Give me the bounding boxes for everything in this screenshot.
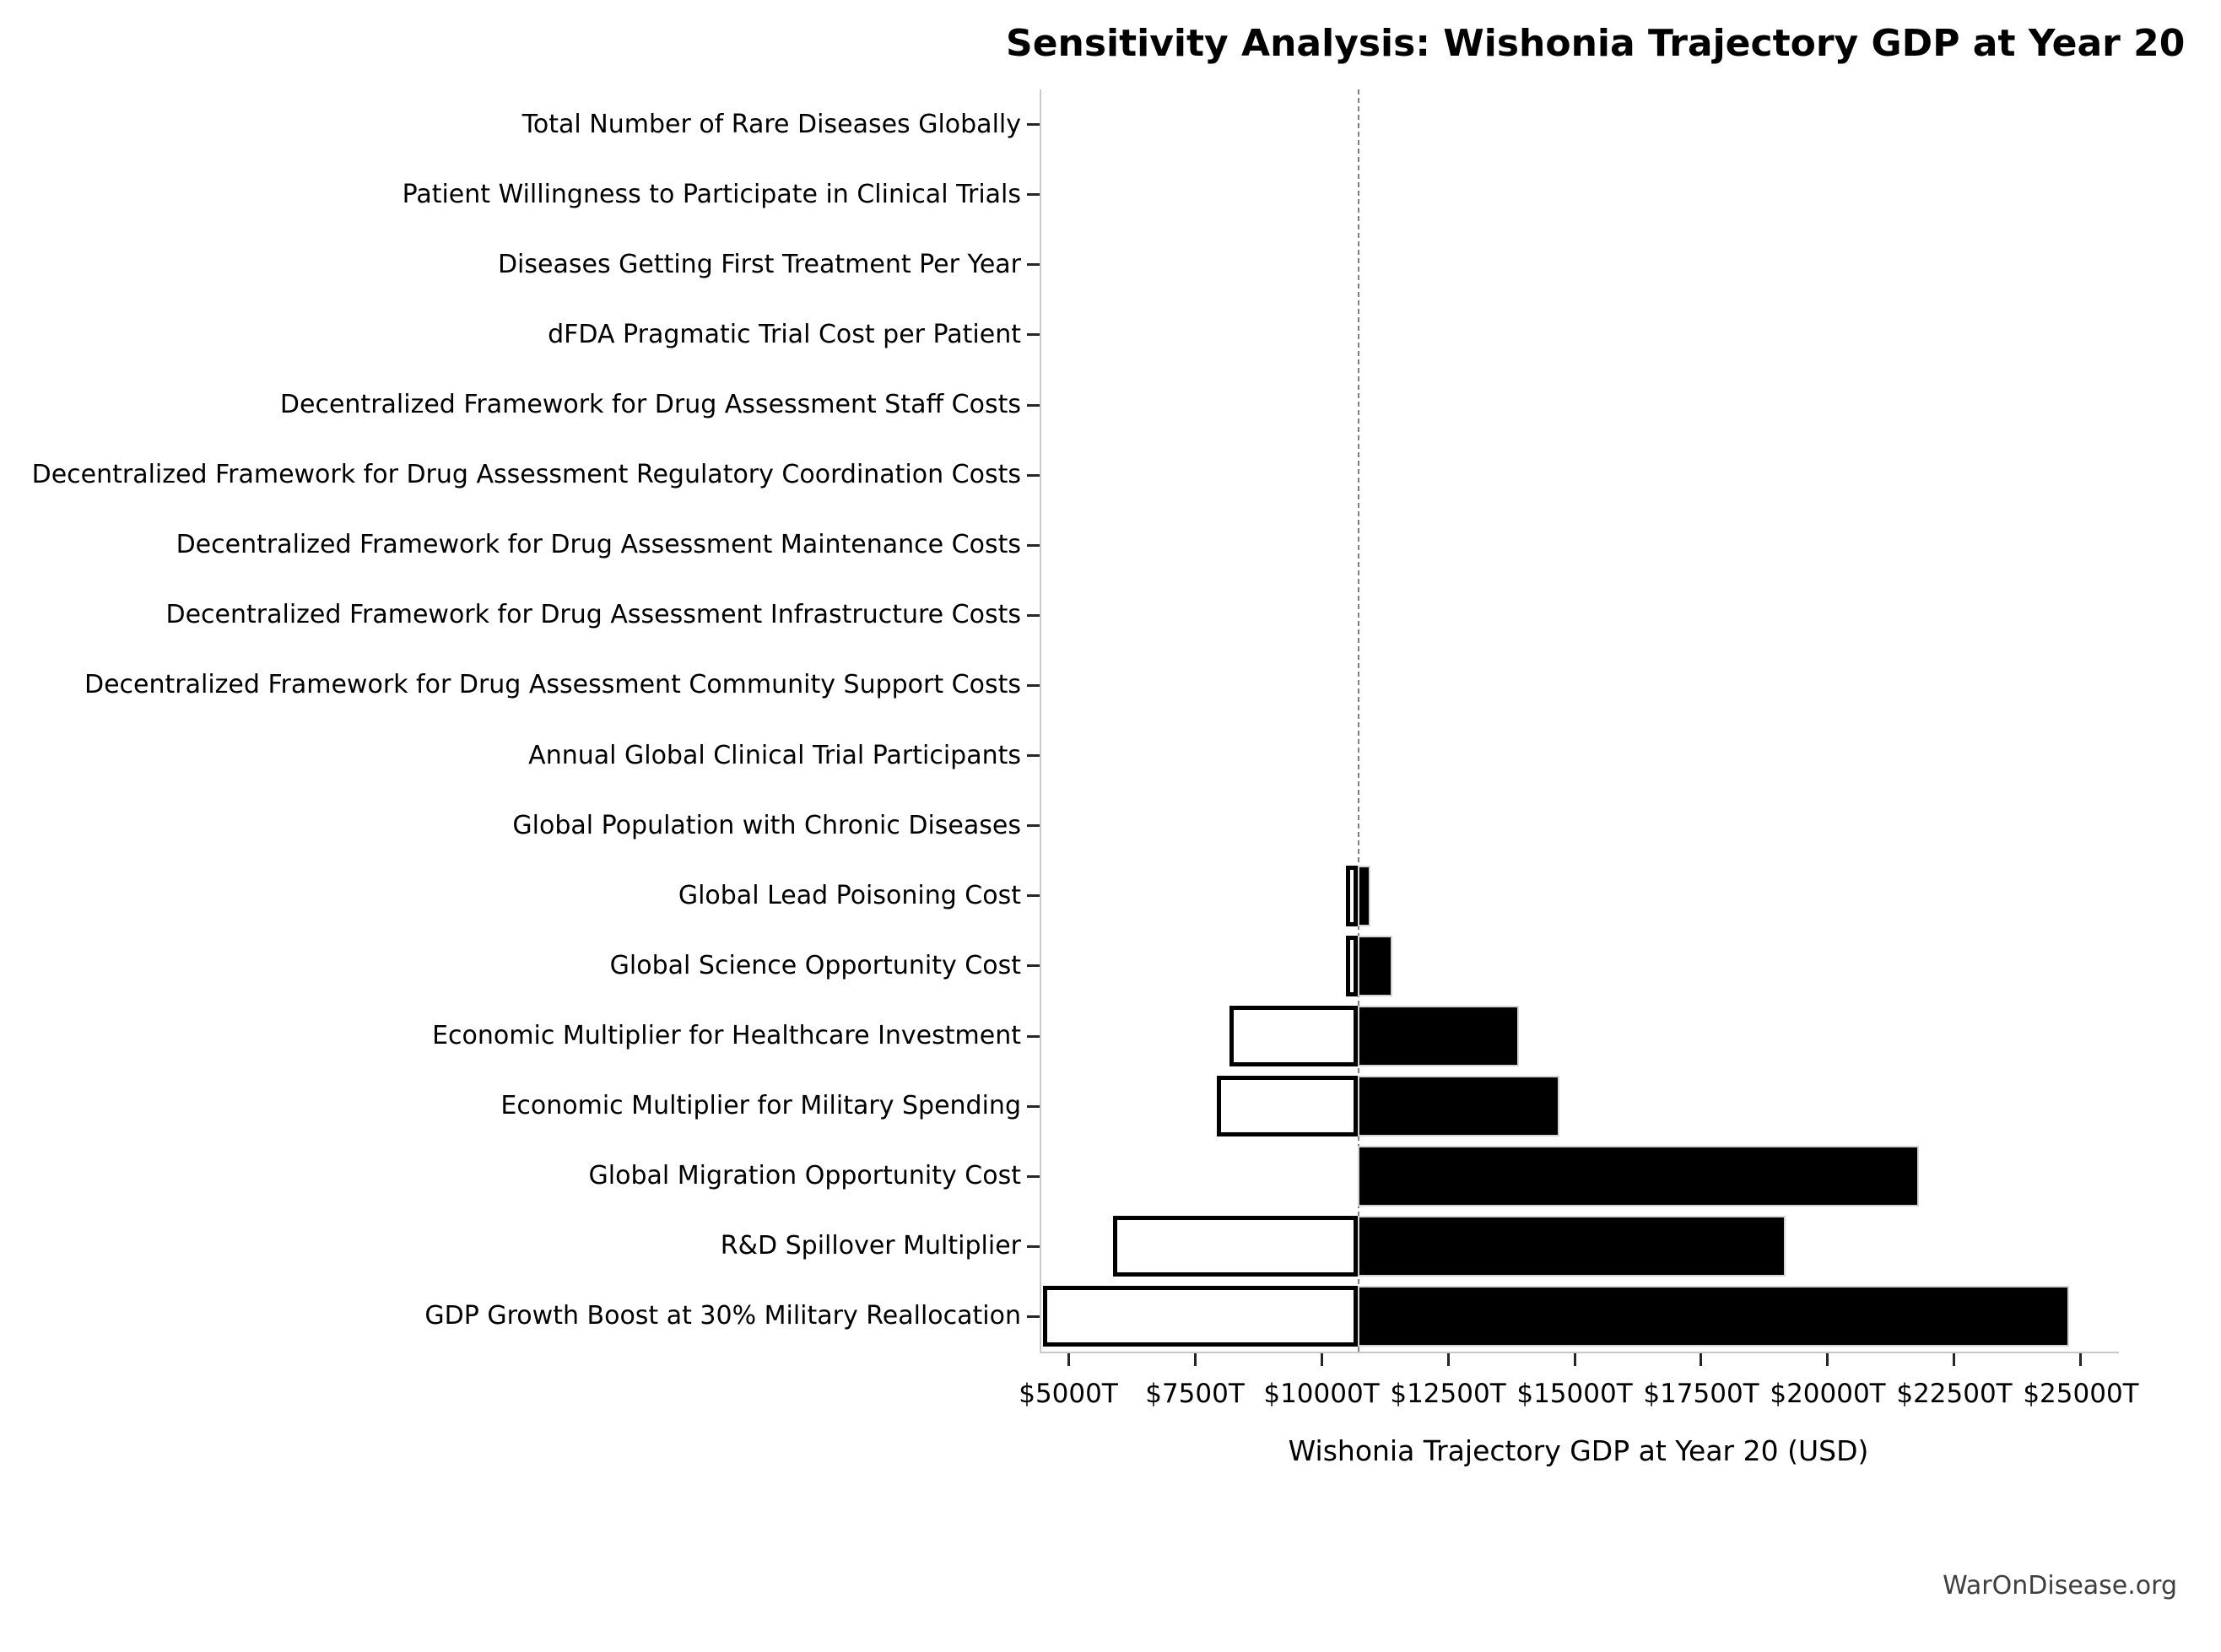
y-axis-tick: [1027, 1315, 1040, 1318]
y-axis-label: Patient Willingness to Participate in Clinical Trials: [402, 179, 1021, 209]
x-axis-tick-label: $20000T: [1770, 1379, 1886, 1409]
x-axis-tick: [1700, 1353, 1702, 1366]
y-axis-tick: [1027, 824, 1040, 827]
x-axis-tick-label: $15000T: [1516, 1379, 1633, 1409]
y-axis-label: dFDA Pragmatic Trial Cost per Patient: [548, 319, 1021, 349]
tornado-bar-high: [1358, 1146, 1919, 1207]
tornado-bar-low: [1043, 1286, 1358, 1347]
x-axis-tick-label: $7500T: [1145, 1379, 1245, 1409]
tornado-bar-high: [1358, 866, 1370, 926]
tornado-bar-low: [1217, 1076, 1358, 1136]
chart-title: Sensitivity Analysis: Wishonia Trajectory GDP at Year 20: [1006, 22, 2186, 65]
y-axis-tick: [1027, 894, 1040, 897]
tornado-bar-high: [1358, 1286, 2069, 1347]
tornado-bar-low: [1229, 1006, 1358, 1066]
y-axis-tick: [1027, 614, 1040, 617]
y-axis-label: Diseases Getting First Treatment Per Year: [497, 249, 1021, 279]
x-axis-tick-label: $5000T: [1019, 1379, 1118, 1409]
y-axis-label: Decentralized Framework for Drug Assessment Community Support Costs: [84, 670, 1021, 700]
x-axis-tick: [1574, 1353, 1576, 1366]
y-axis-tick: [1027, 193, 1040, 196]
y-axis-tick: [1027, 123, 1040, 126]
y-axis-tick: [1027, 404, 1040, 407]
tornado-bar-low: [1113, 1216, 1358, 1277]
y-axis-label: R&D Spillover Multiplier: [720, 1231, 1021, 1261]
y-axis-label: Global Population with Chronic Diseases: [512, 810, 1021, 840]
tornado-bar-high: [1358, 1006, 1519, 1066]
y-axis-label: Global Lead Poisoning Cost: [678, 880, 1021, 910]
y-axis-label: Economic Multiplier for Healthcare Investment: [432, 1021, 1021, 1050]
y-axis-label: Annual Global Clinical Trial Participants: [528, 740, 1021, 770]
x-axis-tick: [1447, 1353, 1450, 1366]
y-axis-label: Decentralized Framework for Drug Assessment Staff Costs: [279, 390, 1021, 419]
y-axis-tick: [1027, 544, 1040, 547]
x-axis-tick: [1321, 1353, 1323, 1366]
y-axis-label: GDP Growth Boost at 30% Military Reallocation: [424, 1301, 1021, 1331]
x-axis-tick: [1953, 1353, 1955, 1366]
y-axis-label: Decentralized Framework for Drug Assessment Regulatory Coordination Costs: [31, 460, 1021, 490]
y-axis-label: Decentralized Framework for Drug Assessment Infrastructure Costs: [165, 600, 1021, 630]
y-axis-tick: [1027, 1035, 1040, 1038]
y-axis-label: Global Migration Opportunity Cost: [588, 1161, 1021, 1191]
y-axis-tick: [1027, 1175, 1040, 1178]
y-axis-tick: [1027, 474, 1040, 477]
tornado-bar-low: [1346, 866, 1357, 926]
tornado-bar-low: [1346, 936, 1357, 996]
tornado-bar-high: [1358, 1216, 1786, 1277]
x-axis-tick-label: $22500T: [1896, 1379, 2013, 1409]
x-axis-tick-label: $10000T: [1263, 1379, 1380, 1409]
x-axis-tick: [1194, 1353, 1197, 1366]
x-axis-tick-label: $25000T: [2023, 1379, 2139, 1409]
x-axis-tick: [1067, 1353, 1070, 1366]
y-axis-tick: [1027, 684, 1040, 687]
y-axis-tick: [1027, 263, 1040, 266]
y-axis-tick: [1027, 754, 1040, 757]
y-axis-tick: [1027, 964, 1040, 967]
y-axis-label: Global Science Opportunity Cost: [609, 950, 1021, 980]
y-axis-label: Decentralized Framework for Drug Assessment Maintenance Costs: [176, 530, 1021, 560]
x-axis-tick: [2079, 1353, 2082, 1366]
y-axis-tick: [1027, 1105, 1040, 1108]
y-axis-label: Total Number of Rare Diseases Globally: [521, 109, 1021, 139]
tornado-bar-high: [1358, 936, 1392, 996]
tornado-bar-high: [1358, 1076, 1559, 1136]
y-axis-tick: [1027, 1245, 1040, 1248]
y-axis-label: Economic Multiplier for Military Spending: [500, 1091, 1021, 1121]
plot-area: [1040, 89, 2119, 1353]
x-axis-tick-label: $17500T: [1643, 1379, 1759, 1409]
watermark-text: WarOnDisease.org: [1943, 1571, 2177, 1601]
y-axis-tick: [1027, 333, 1040, 336]
x-axis-tick-label: $12500T: [1390, 1379, 1506, 1409]
x-axis-tick: [1826, 1353, 1829, 1366]
x-axis-title: Wishonia Trajectory GDP at Year 20 (USD): [1288, 1434, 1869, 1467]
